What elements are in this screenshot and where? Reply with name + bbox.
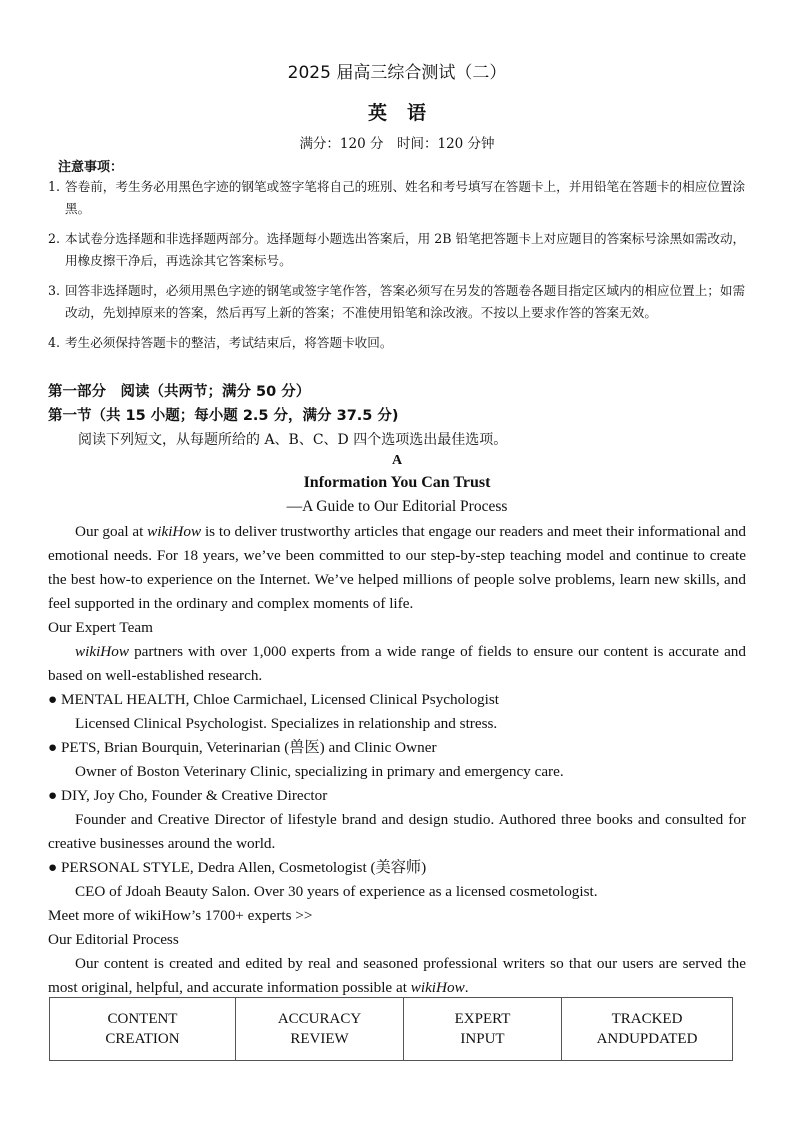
expert-description: CEO of Jdoah Beauty Salon. Over 30 years of experience as a licensed cosmetologist. (75, 883, 598, 900)
process-step-line: REVIEW (290, 1031, 349, 1047)
notice-item (48, 332, 748, 354)
process-step-accuracy-review (236, 998, 404, 1060)
process-step-line: TRACKED (611, 1011, 683, 1027)
part-heading: 第一部分 阅读（共两节；满分 50 分） (48, 384, 311, 400)
process-step-content-creation (50, 998, 236, 1060)
notice-heading: 注意事项： (58, 160, 124, 175)
process-end: . (464, 979, 469, 996)
process-step-expert-input (404, 998, 562, 1060)
expert-entry: ● DIY, Joy Cho, Founder & Creative Director (48, 787, 328, 804)
notice-item (48, 176, 748, 220)
brand-name: wikiHow (75, 643, 130, 660)
process-step-tracked-updated (562, 998, 732, 1060)
notice-number: 4. (48, 335, 61, 350)
subject-title: 英语 (367, 102, 446, 124)
notice-item (48, 228, 748, 272)
process-step-line: ANDUPDATED (596, 1031, 698, 1047)
intro-text: is to deliver trustworthy articles that engage our readers and meet their informational and emotional needs. For 18 years, we’ve been committed to our step-by-step teaching model and continue to create the best how-to experience on the Internet. We’ve helped millions of people solve problems, learn new skills, and feel supported in the ordinary and complex moments of life. (48, 523, 747, 612)
process-heading: Our Editorial Process (48, 931, 179, 948)
section-heading: 第一节（共 15 小题；每小题 2.5 分，满分 37.5 分) (48, 408, 399, 424)
process-step-line: INPUT (460, 1031, 505, 1047)
notice-number: 3. (48, 283, 61, 298)
more-experts-link: Meet more of wikiHow’s 1700+ experts >> (48, 907, 313, 924)
article-title: Information You Can Trust (303, 474, 491, 491)
notice-item (48, 280, 748, 324)
notice-text: 本试卷分选择题和非选择题两部分。选择题每小题选出答案后，用 2B 铅笔把答题卡上对应题目的答案标号涂黑如需改动，用橡皮擦干净后，再选涂其它答案标号。 (65, 231, 746, 268)
brand-name: wikiHow (410, 979, 465, 996)
passage-body (48, 520, 746, 1000)
expert-entry: ● PETS, Brian Bourquin, Veterinarian (兽医) and Clinic Owner (48, 739, 437, 756)
article-subtitle: —A Guide to Our Editorial Process (286, 498, 508, 515)
exam-title: 2025 届高三综合测试（二） (287, 63, 507, 83)
expert-description: Founder and Creative Director of lifestyle brand and design studio. Authored three books and consulted for creative businesses around the world. (48, 811, 746, 852)
notice-text: 回答非选择题时，必须用黑色字迹的钢笔或签字笔作答，答案必须写在另发的答题卷各题目指定区域内的相应位置上；如需改动，先划掉原来的答案，然后再写上新的答案；不准使用铅笔和涂改液。不按以上要求作答的答案无效。 (65, 283, 746, 320)
intro-prefix: Our goal at (75, 523, 148, 540)
brand-name: wikiHow (147, 523, 202, 540)
process-text: Our content is created and edited by real and seasoned professional writers so that our users are served the most original, helpful, and accurate information possible at (48, 955, 746, 996)
expert-entry: ● PERSONAL STYLE, Dedra Allen, Cosmetologist (美容师) (48, 859, 427, 876)
intro-paragraph (48, 520, 746, 616)
team-intro-text: partners with over 1,000 experts from a wide range of fields to ensure our content is accurate and based on well-established research. (48, 643, 746, 684)
passage-letter: A (391, 453, 403, 468)
expert-entry: ● MENTAL HEALTH, Chloe Carmichael, Licensed Clinical Psychologist (48, 691, 499, 708)
team-paragraph (48, 640, 746, 688)
notice-list (48, 176, 748, 354)
team-heading: Our Expert Team (48, 619, 153, 636)
reading-instruction: 阅读下列短文，从每题所给的 A、B、C、D 四个选项选出最佳选项。 (78, 432, 508, 448)
notice-number: 2. (48, 231, 61, 246)
notice-text: 考生必须保持答题卡的整洁，考试结束后，将答题卡收回。 (65, 335, 393, 350)
process-step-line: ACCURACY (277, 1011, 362, 1027)
notice-text: 答卷前，考生务必用黑色字迹的钢笔或签字笔将自己的班別、姓名和考号填写在答题卡上，并用铅笔在答题卡的相应位置涂黑。 (65, 179, 746, 216)
editorial-process-table (49, 997, 733, 1061)
process-step-line: EXPERT (454, 1011, 511, 1027)
expert-description: Owner of Boston Veterinary Clinic, specializing in primary and emergency care. (75, 763, 564, 780)
score-time-line: 满分：120 分 时间：120 分钟 (299, 136, 495, 152)
process-step-line: CREATION (105, 1031, 180, 1047)
expert-description: Licensed Clinical Psychologist. Specializes in relationship and stress. (75, 715, 498, 732)
process-step-line: CONTENT (107, 1011, 178, 1027)
process-paragraph (48, 952, 746, 1000)
notice-number: 1. (48, 179, 61, 194)
